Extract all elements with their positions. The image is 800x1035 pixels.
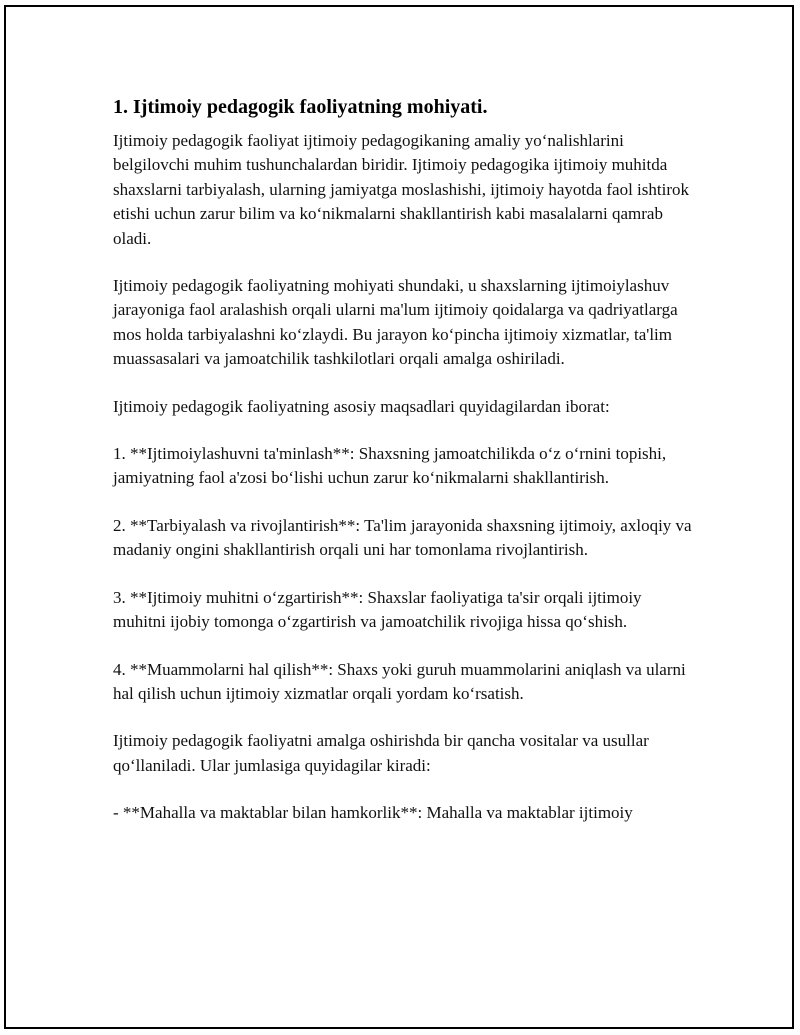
list-item-goal-3: 3. **Ijtimoiy muhitni o‘zgartirish**: Shaxslar faoliyatiga ta'sir orqali ijtimoiy muhitni ijobiy tomonga o‘zgartirish va jamoatchilik rivojiga hissa qo‘shish. <box>113 587 642 632</box>
paragraph-methods-intro: Ijtimoiy pedagogik faoliyatni amalga oshirishda bir qancha vositalar va usullar qo‘llaniladi. Ular jumlasiga quyidagilar kiradi: <box>113 731 649 775</box>
paragraph-intro: Ijtimoiy pedagogik faoliyat ijtimoiy pedagogikaning amaliy yo‘nalishlarini belgilovchi muhim tushunchalardan biridir. Ijtimoiy pedagogika ijtimoiy muhitda shaxslarni tarbiyalash, ularning jamiyatga moslashishi, ijtimoiy hayotda faol ishtirok etishi uchun zarur bilim va ko‘nikmalarni shakllantirish kabi masalalarni qamrab oladi. <box>113 131 690 248</box>
section-heading: 1. Ijtimoiy pedagogik faoliyatning mohiyati. <box>113 96 488 118</box>
list-item-goal-4: 4. **Muammolarni hal qilish**: Shaxs yoki guruh muammolarini aniqlash va ularni hal qilish uchun ijtimoiy xizmatlar orqali yordam ko‘rsatish. <box>113 659 686 703</box>
list-item-method-1: - **Mahalla va maktablar bilan hamkorlik**: Mahalla va maktablar ijtimoiy <box>113 803 633 823</box>
paragraph-goals-intro: Ijtimoiy pedagogik faoliyatning asosiy maqsadlari quyidagilardan iborat: <box>113 396 610 416</box>
list-item-goal-1: 1. **Ijtimoiylashuvni ta'minlash**: Shaxsning jamoatchilikda o‘z o‘rnini topishi, jamiyatning faol a'zosi bo‘lishi uchun zarur ko‘nikmalarni shakllantirish. <box>113 444 667 488</box>
list-item-goal-2: 2. **Tarbiyalash va rivojlantirish**: Ta'lim jarayonida shaxsning ijtimoiy, axloqiy va madaniy ongini shakllantirish orqali uni har tomonlama rivojlantirish. <box>113 515 692 560</box>
paragraph-essence: Ijtimoiy pedagogik faoliyatning mohiyati shundaki, u shaxslarning ijtimoiylashuv jarayoniga faol aralashish orqali ularni ma'lum ijtimoiy qoidalarga va qadriyatlarga mos holda tarbiyalashni ko‘zlaydi. Bu jarayon ko‘pincha ijtimoiy xizmatlar, ta'lim muassasalari va jamoatchilik tashkilotlari orqali amalga oshiriladi. <box>113 276 678 369</box>
document-body <box>113 95 698 849</box>
